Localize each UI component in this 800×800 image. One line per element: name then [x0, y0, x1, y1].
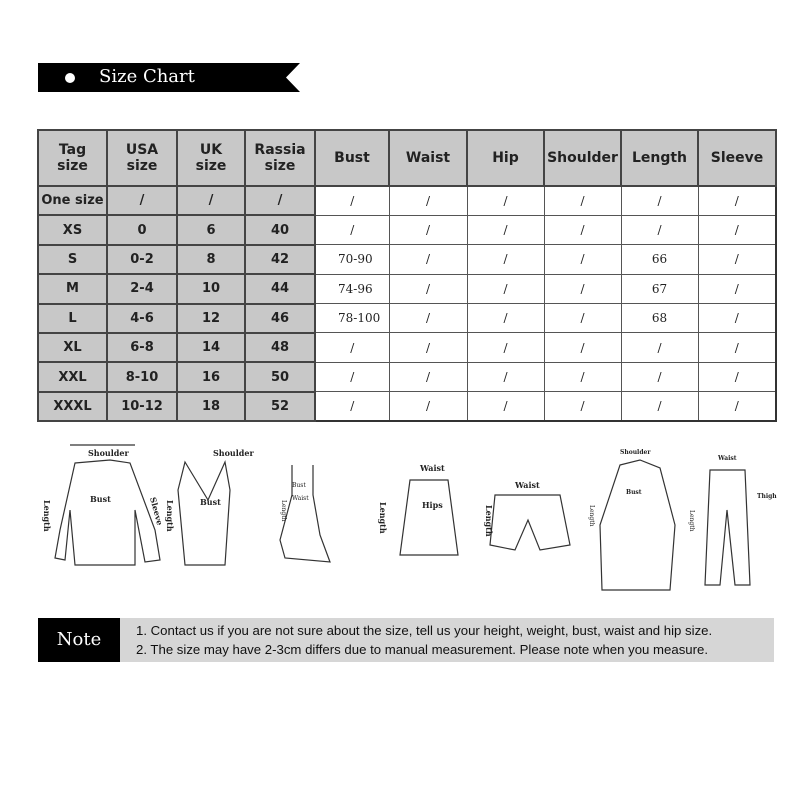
label-shoulder: Shoulder — [620, 449, 651, 456]
table-cell: 78-100 — [315, 304, 389, 333]
label-bust: Bust — [626, 489, 642, 496]
table-cell: / — [389, 304, 467, 333]
table-cell: / — [544, 362, 621, 391]
table-cell: / — [698, 245, 776, 274]
table-cell: 10-12 — [107, 392, 177, 421]
table-cell: 12 — [177, 304, 245, 333]
shorts-figure — [484, 480, 570, 550]
table-row — [38, 274, 776, 303]
table-cell: / — [467, 333, 544, 362]
table-cell: / — [315, 362, 389, 391]
label-length: Length — [42, 500, 52, 532]
header-row — [38, 130, 776, 186]
bullet-icon — [65, 73, 75, 83]
dress-figure — [280, 465, 330, 562]
table-cell: 16 — [177, 362, 245, 391]
table-cell: / — [389, 362, 467, 391]
table-cell: / — [467, 186, 544, 215]
table-cell: / — [698, 215, 776, 244]
column-header: Bust — [315, 130, 389, 186]
table-cell: / — [315, 215, 389, 244]
table-cell: 18 — [177, 392, 245, 421]
table-cell: / — [467, 304, 544, 333]
table-cell: S — [38, 245, 107, 274]
table-cell: 67 — [621, 274, 698, 303]
label-waist: Waist — [515, 480, 540, 490]
column-header: Shoulder — [544, 130, 621, 186]
table-cell: 2-4 — [107, 274, 177, 303]
table-cell: / — [467, 245, 544, 274]
table-cell: / — [621, 333, 698, 362]
size-table — [37, 129, 777, 422]
table-cell: / — [315, 333, 389, 362]
table-cell: 0-2 — [107, 245, 177, 274]
table-cell: 0 — [107, 215, 177, 244]
table-cell: / — [389, 215, 467, 244]
table-row — [38, 304, 776, 333]
table-cell: / — [315, 392, 389, 421]
label-sleeve: Sleeve — [148, 495, 166, 527]
table-row — [38, 186, 776, 215]
table-cell: 66 — [621, 245, 698, 274]
table-cell: / — [245, 186, 315, 215]
table-cell: / — [698, 274, 776, 303]
column-header: Waist — [389, 130, 467, 186]
label-shoulder: Shoulder — [88, 448, 129, 458]
table-cell: One size — [38, 186, 107, 215]
table-cell: / — [621, 215, 698, 244]
column-header: Sleeve — [698, 130, 776, 186]
label-bust: Bust — [200, 497, 221, 507]
table-cell: 8-10 — [107, 362, 177, 391]
table-cell: 8 — [177, 245, 245, 274]
table-row — [38, 362, 776, 391]
table-cell: 6 — [177, 215, 245, 244]
label-shoulder: Shoulder — [213, 448, 254, 458]
table-cell: / — [389, 245, 467, 274]
note-line-1: 1. Contact us if you are not sure about the size, tell us your height, weight, bust, waist and hip size. — [136, 623, 713, 638]
table-cell: / — [467, 392, 544, 421]
note-label: Note — [38, 618, 120, 662]
label-bust: Bust — [90, 494, 111, 504]
table-cell: / — [621, 186, 698, 215]
label-length: Length — [280, 500, 287, 522]
label-waist: Waist — [292, 495, 309, 502]
table-cell: XL — [38, 333, 107, 362]
table-cell: XS — [38, 215, 107, 244]
label-thigh: Thigh — [757, 493, 777, 500]
tank-top-figure — [165, 448, 254, 565]
column-header: Tag size — [38, 130, 107, 186]
table-cell: / — [544, 186, 621, 215]
table-cell: 4-6 — [107, 304, 177, 333]
table-row — [38, 245, 776, 274]
table-row — [38, 392, 776, 421]
table-cell: 46 — [245, 304, 315, 333]
table-cell: 10 — [177, 274, 245, 303]
note-line-2: 2. The size may have 2-3cm differs due to manual measurement. Please note when you measure. — [136, 642, 709, 657]
table-cell: 44 — [245, 274, 315, 303]
table-cell: / — [698, 186, 776, 215]
table-cell: / — [467, 215, 544, 244]
table-cell: 6-8 — [107, 333, 177, 362]
label-waist: Waist — [718, 455, 737, 462]
table-cell: / — [544, 274, 621, 303]
table-cell: 74-96 — [315, 274, 389, 303]
label-length: Length — [588, 505, 595, 527]
table-cell: 14 — [177, 333, 245, 362]
column-header: UK size — [177, 130, 245, 186]
table-cell: / — [467, 274, 544, 303]
column-header: Hip — [467, 130, 544, 186]
table-cell: L — [38, 304, 107, 333]
garment-measurement-illustrations — [30, 440, 780, 610]
table-cell: 42 — [245, 245, 315, 274]
table-cell: / — [177, 186, 245, 215]
table-cell: / — [389, 186, 467, 215]
label-bust: Bust — [292, 482, 306, 489]
table-cell: / — [621, 392, 698, 421]
table-row — [38, 215, 776, 244]
label-length: Length — [484, 505, 494, 537]
table-cell: XXL — [38, 362, 107, 391]
table-cell: / — [544, 245, 621, 274]
label-length: Length — [688, 510, 695, 532]
label-waist: Waist — [420, 463, 445, 473]
table-cell: / — [698, 362, 776, 391]
table-cell: / — [698, 392, 776, 421]
table-cell: / — [389, 274, 467, 303]
blouse-figure — [42, 445, 165, 565]
table-cell: 40 — [245, 215, 315, 244]
size-chart-banner — [38, 63, 300, 92]
label-length: Length — [165, 500, 175, 532]
table-row — [38, 333, 776, 362]
pants-figure — [688, 455, 777, 585]
table-cell: / — [107, 186, 177, 215]
table-cell: 70-90 — [315, 245, 389, 274]
table-cell: 50 — [245, 362, 315, 391]
table-cell: / — [544, 304, 621, 333]
skirt-figure — [378, 463, 458, 555]
table-cell: / — [621, 362, 698, 391]
table-cell: XXXL — [38, 392, 107, 421]
label-hips: Hips — [422, 500, 443, 510]
table-cell: 48 — [245, 333, 315, 362]
table-cell: / — [698, 304, 776, 333]
table-cell: 52 — [245, 392, 315, 421]
table-cell: / — [698, 333, 776, 362]
table-cell: / — [315, 186, 389, 215]
table-cell: M — [38, 274, 107, 303]
table-cell: / — [544, 215, 621, 244]
column-header: USA size — [107, 130, 177, 186]
table-cell: / — [389, 392, 467, 421]
table-cell: 68 — [621, 304, 698, 333]
column-header: Length — [621, 130, 698, 186]
page-title: Size Chart — [99, 66, 195, 87]
label-length: Length — [378, 502, 388, 534]
note-box — [38, 618, 774, 662]
column-header: Rassia size — [245, 130, 315, 186]
table-cell: / — [389, 333, 467, 362]
table-cell: / — [467, 362, 544, 391]
table-cell: / — [544, 333, 621, 362]
table-cell: / — [544, 392, 621, 421]
coat-figure — [588, 449, 675, 590]
